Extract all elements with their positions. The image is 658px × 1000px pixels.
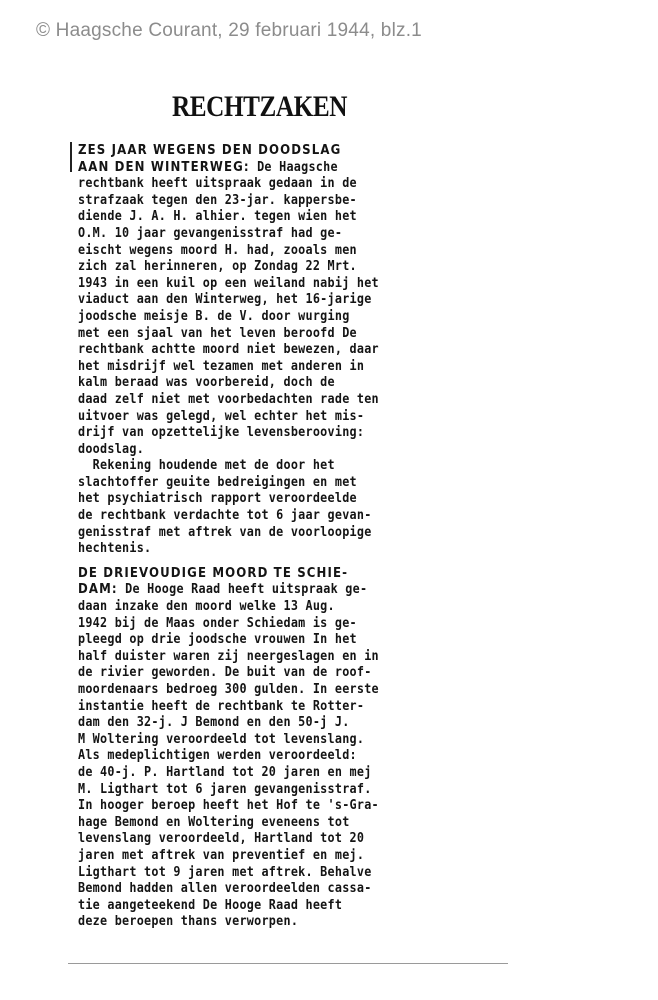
headline: RECHTZAKEN	[172, 90, 348, 123]
article-moord-schiedam	[78, 565, 407, 930]
article-column	[78, 142, 407, 930]
newspaper-clipping	[64, 84, 444, 934]
bottom-divider	[68, 963, 508, 964]
column-mark	[70, 142, 72, 172]
article-schiedam-lead: DE DRIEVOUDIGE MOORD TE SCHIE- DAM:	[78, 564, 349, 598]
article-doodslag-lead: ZES JAAR WEGENS DEN DOODSLAG AAN DEN WINTERWEG:	[78, 142, 342, 175]
copyright-credit: © Haagsche Courant, 29 februari 1944, blz.1	[36, 20, 422, 41]
article-doodslag-winterweg	[78, 142, 407, 457]
article-doodslag-verdict: Rekening houdende met de door het slachtoffer geuite bedreigingen en met het psychiatrisch rapport veroordeelde de rechtbank verdachte tot 6 jaar gevan- genisstraf met aftrek van de voorloopige hechtenis.	[78, 457, 372, 557]
article-schiedam-body: De Hooge Raad heeft uitspraak ge- daan inzake den moord welke 13 Aug. 1942 bij de Maas onder Schiedam is ge- pleegd op drie joodsche vrouwen In het half duister waren zij neergeslagen en in de rivier geworden. De buit van de roof- moordenaars bedroeg 300 gulden. In eerste instantie heeft de rechtbank te Rotter- dam den 32-j. J Bemond en den 50-j J. M Woltering veroordeeld tot levenslang. Als medeplichtigen werden veroordeeld: de 40-j. P. Hartland tot 20 jaren en mej M. Ligthart tot 6 jaren gevangenisstraf. In hooger beroep heeft het Hof te 's-Gra- hage Bemond en Woltering eveneens tot levenslang veroordeeld, Hartland tot 20 jaren met aftrek van preventief en mej. Ligthart tot 9 jaren met aftrek. Behalve Bemond hadden allen veroordeelden cassa- tie aangeteekend De Hooge Raad heeft deze beroepen thans verworpen.	[78, 581, 379, 930]
article-doodslag-body: De Haagsche rechtbank heeft uitspraak gedaan in de strafzaak tegen den 23-jar. kappersbe- diende J. A. H. alhier. tegen wien het O.M. 10 jaar gevangenisstraf had ge- eischt wegens moord H. had, zooals men zich zal herinneren, op Zondag 22 Mrt. 1943 in een kuil op een weiland nabij het viaduct aan den Winterweg, het 16-jarige joodsche meisje B. de V. door wurging met een sjaal van het leven beroofd De rechtbank achtte moord niet bewezen, daar het misdrijf wel tezamen met anderen in kalm beraad was voorbereid, doch de daad zelf niet met voorbedachten rade ten uitvoer was gelegd, wel echter het mis- drijf van opzettelijke levensberooving: doodslag.	[78, 158, 379, 457]
